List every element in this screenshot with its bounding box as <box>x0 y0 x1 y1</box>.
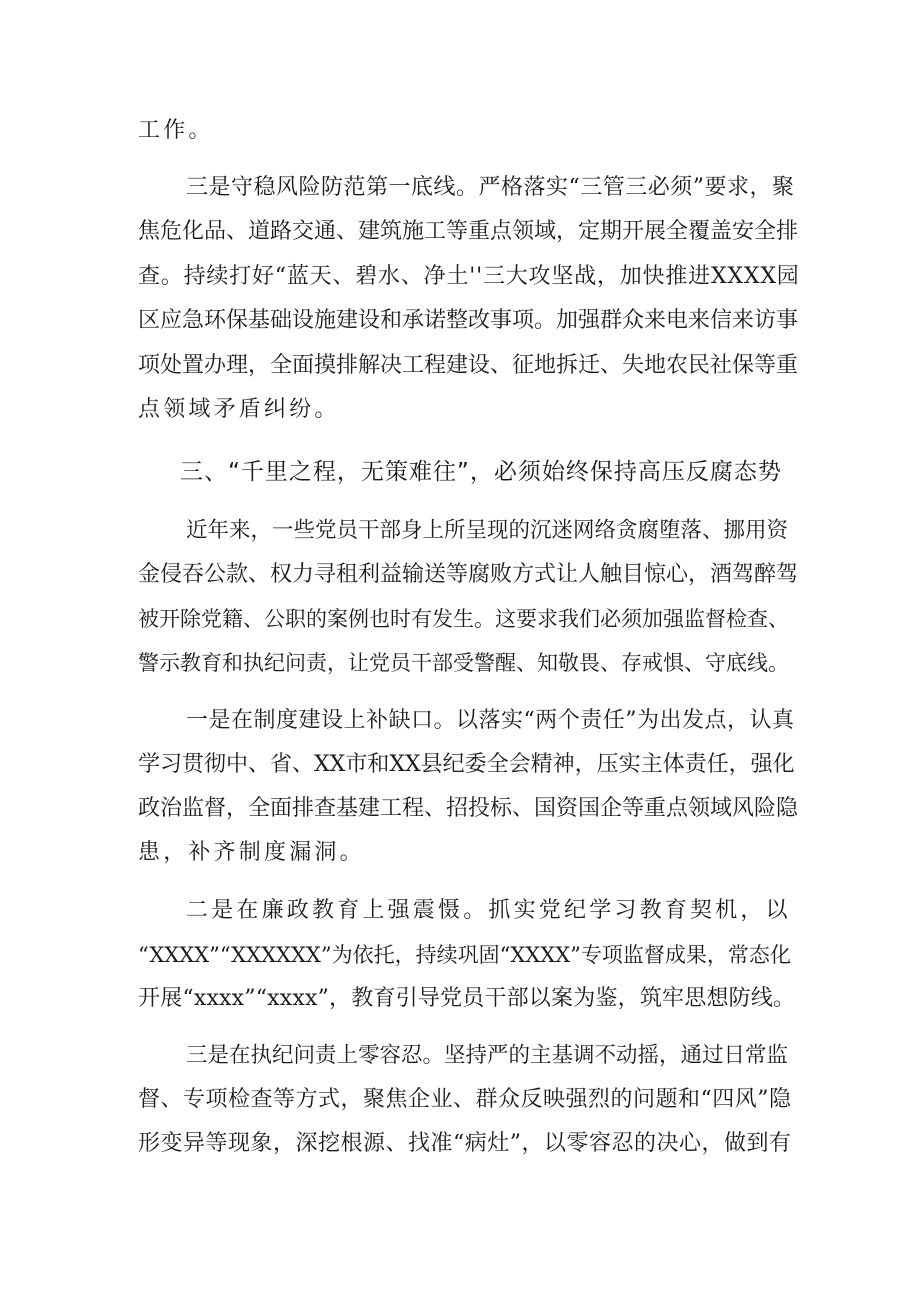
paragraph-line: 二是在廉政教育上强震慑。抓实党纪学习教育契机，以 <box>186 898 791 923</box>
paragraph-line: 查。持续打好“蓝天、碧水、净土''三大攻坚战，加快推进XXXX园 <box>138 264 800 289</box>
paragraph-line: 工作。 <box>138 118 214 143</box>
paragraph-line: 开展“xxxx”“xxxx”，教育引导党员干部以案为鉴，筑牢思想防线。 <box>138 986 796 1011</box>
paragraph-line: 近年来，一些党员干部身上所呈现的沉迷网络贪腐堕落、挪用资 <box>186 518 789 543</box>
paragraph-line: 项处置办理，全面摸排解决工程建设、征地拆迁、失地农民社保等重 <box>138 353 799 378</box>
paragraph-line: 三是在执纪问责上零容忍。坚持严的主基调不动摇，通过日常监 <box>186 1043 789 1068</box>
paragraph-line: 金侵吞公款、权力寻租利益输送等腐败方式让人触目惊心，酒驾醉驾 <box>138 562 799 587</box>
paragraph-line: 一是在制度建设上补缺口。以落实“两个责任”为出发点，认真 <box>186 708 795 733</box>
paragraph-line: 被开除党籍、公职的案例也时有发生。这要求我们必须加强监督检查、 <box>138 607 789 631</box>
paragraph-line: 形变异等现象，深挖根源、找准“病灶”，以零容忍的决心，做到有 <box>138 1131 792 1156</box>
paragraph-line: 区应急环保基础设施建设和承诺整改事项。加强群众来电来信来访事 <box>138 308 799 333</box>
paragraph-line: 督、专项检查等方式，聚焦企业、群众反映强烈的问题和“四风”隐 <box>138 1087 792 1112</box>
paragraph-line: 警示教育和执纪问责，让党员干部受警醒、知敬畏、存戒惧、守底线。 <box>138 651 789 675</box>
paragraph-line: 学习贯彻中、省、XX市和XX县纪委全会精神，压实主体责任，强化 <box>138 752 795 777</box>
paragraph-line: 焦危化品、道路交通、建筑施工等重点领域，定期开展全覆盖安全排 <box>138 219 799 244</box>
paragraph-line: 点领域矛盾纠纷。 <box>138 397 340 422</box>
paragraph-line: 政治监督，全面排查基建工程、招投标、国资国企等重点领域风险隐 <box>138 796 799 821</box>
paragraph-line: 三是守稳风险防范第一底线。严格落实“三管三必须”要求，聚 <box>186 175 795 200</box>
section-heading: 三、“千里之程，无策难往”，必须始终保持高压反腐态势 <box>180 459 782 485</box>
paragraph-line: 患，补齐制度漏洞。 <box>138 840 365 865</box>
paragraph-line: “XXXX”“XXXXXX”为依托，持续巩固“XXXX”专项监督成果，常态化 <box>138 943 791 967</box>
